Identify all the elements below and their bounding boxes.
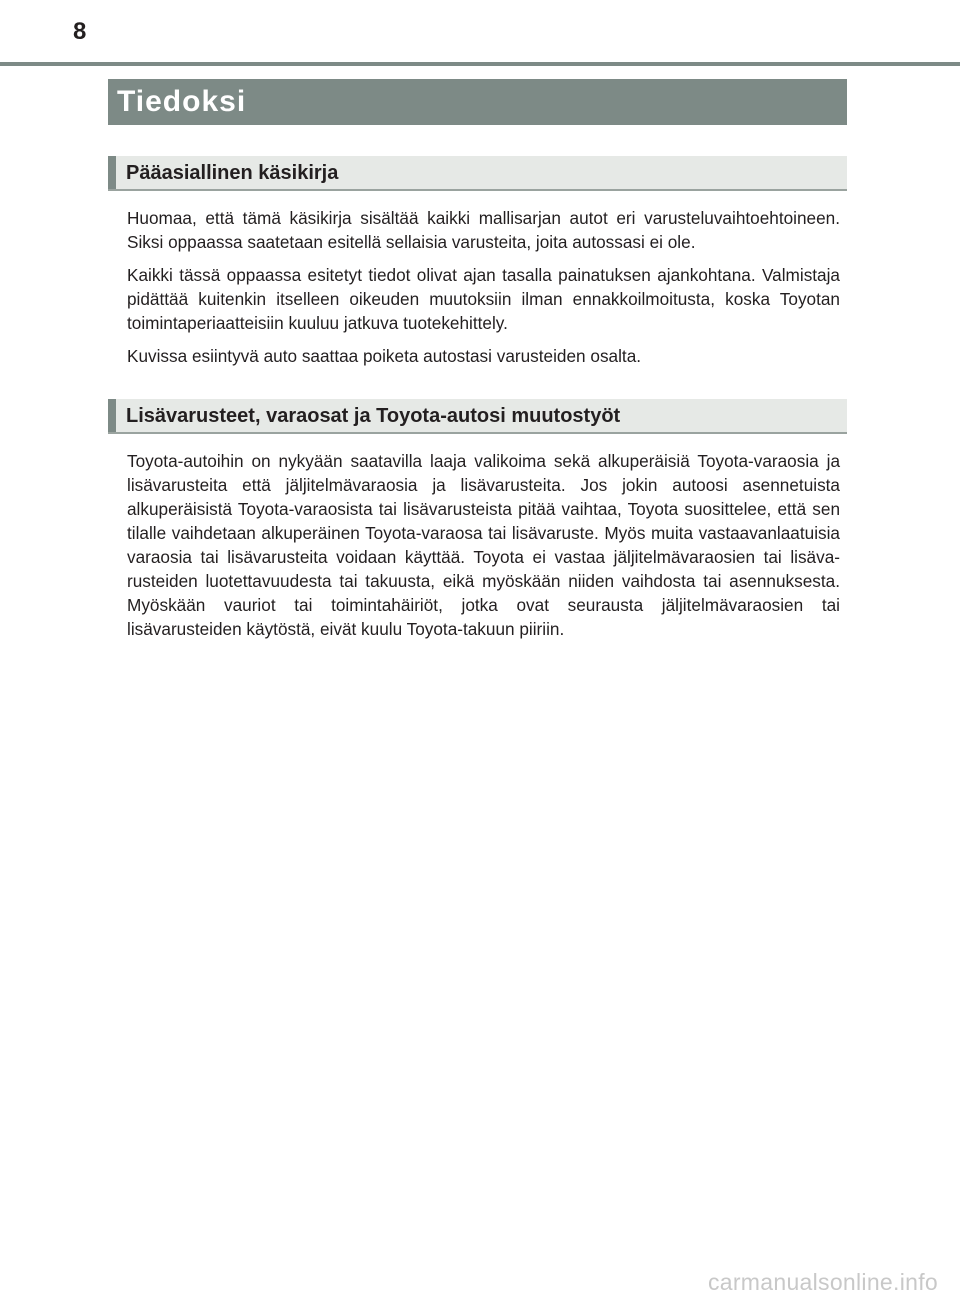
chapter-title-bar <box>108 79 847 125</box>
top-divider <box>0 62 960 66</box>
page-number: 8 <box>73 18 87 45</box>
section-accent-bar <box>108 156 116 189</box>
section-accent-bar <box>108 399 116 432</box>
section-body-accessories <box>127 449 840 650</box>
watermark-text: carmanualsonline.info <box>707 1269 938 1295</box>
paragraph: Toyota-autoihin on nykyään saatavilla laaja valikoima sekä alkuperäisiä Toyota-varaosia ja lisävarusteita että jäljitelmävaraosia ja lisävarusteita. Jos jokin autoosi asennetuista alkuperäisistä Toyota-varaosista tai lisävarusteista pitää vaihtaa, Toyota suosittelee, että sen tilalle vaihdetaan alkuperäinen Toyota-varaosa tai lisävaruste. Myös muita vastaavanlaatuisia varaosia tai lisävarusteita voidaan käyttää. Toyota ei vastaa jäljitelmävaraosien tai lisävarusteiden luotettavuudesta tai takuusta, eikä myöskään niiden vaihdosta tai asennuksesta. Myöskään vauriot tai toimintahäiriöt, jotka ovat seurausta jäljitelmävaraosien tai lisävarusteiden käytöstä, eivät kuulu Toyota-takuun piiriin. <box>127 451 840 639</box>
section-header-accessories <box>108 399 847 434</box>
paragraph: Kuvissa esiintyvä auto saattaa poiketa autostasi varusteiden osalta. <box>127 346 642 366</box>
section-heading: Lisävarusteet, varaosat ja Toyota-autosi muutostyöt <box>126 405 621 427</box>
section-header-main-manual <box>108 156 847 191</box>
paragraph: Kaikki tässä oppaassa esitetyt tiedot olivat ajan tasalla painatuksen ajankohtana. Valmistaja pidättää kuitenkin itselleen oikeuden muutoksiin ilman ennakkoilmoitusta, koska Toyotan toimintaperiaatteisiin kuuluu jatkuva tuotekehittely. <box>127 265 840 333</box>
paragraph: Huomaa, että tämä käsikirja sisältää kaikki mallisarjan autot eri varusteluvaihtoehtoineen. Siksi oppaassa saatetaan esitellä sellaisia varusteita, joita autossasi ei ole. <box>127 208 840 252</box>
chapter-title: Tiedoksi <box>117 85 247 118</box>
section-heading: Pääasiallinen käsikirja <box>126 162 339 184</box>
section-body-main-manual <box>127 206 840 377</box>
